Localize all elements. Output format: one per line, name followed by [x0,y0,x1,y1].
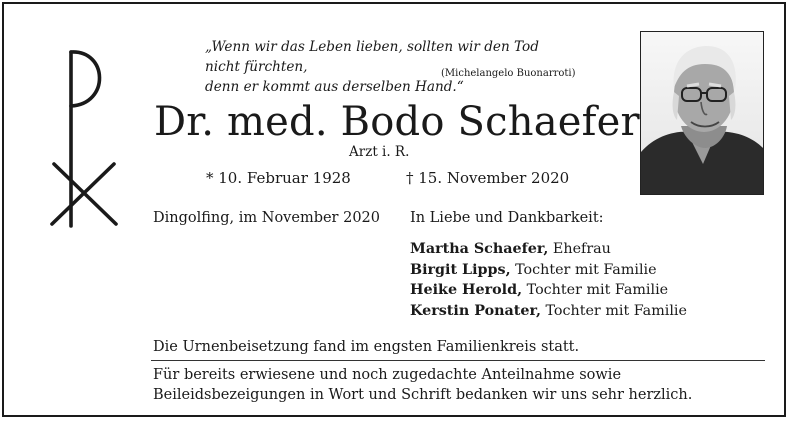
mourner-name: Heike Herold, [410,282,523,298]
mourner-relation: Tochter mit Familie [510,261,657,278]
profession: Arzt i. R. [349,144,410,160]
mourner-item [410,301,687,322]
deceased-name: Dr. med. Bodo Schaefer [154,99,640,145]
mourner-relation: Tochter mit Familie [522,282,669,298]
mourner-name: Martha Schaefer, [410,241,549,257]
mourner-relation: Ehefrau [548,241,611,257]
mourner-item [410,260,687,281]
thanks-note: Für bereits erwiesene und noch zugedachte Anteilnahme sowie Beileidsbezeigungen in Wort und Schrift bedanken wir uns sehr herzlich. [153,367,693,403]
death-date: † 15. November 2020 [406,169,570,187]
mourners-list [410,239,687,321]
birth-date: * 10. Februar 1928 [206,169,351,187]
mourners-intro: In Liebe und Dankbarkeit: [410,210,604,226]
quote-block [205,37,576,97]
mourner-item [410,239,687,260]
mourner-name: Kerstin Ponater, [410,302,541,319]
chi-rho-icon [48,46,120,228]
divider-line [151,360,765,361]
mourner-item [410,280,687,301]
obituary-frame [2,2,786,417]
burial-note: Die Urnenbeisetzung fand im engsten Familienkreis statt. [153,339,580,355]
mourner-name: Birgit Lipps, [410,261,511,278]
place-and-date: Dingolfing, im November 2020 [153,210,381,226]
mourner-relation: Tochter mit Familie [540,302,687,319]
portrait-photo [640,31,764,195]
quote-author: (Michelangelo Buonarroti) [441,68,576,79]
quote-line-1: „Wenn wir das Leben lieben, sollten wir den Tod nicht fürchten, [205,39,539,75]
quote-line-2: denn er kommt aus derselben Hand.“ [205,79,464,95]
